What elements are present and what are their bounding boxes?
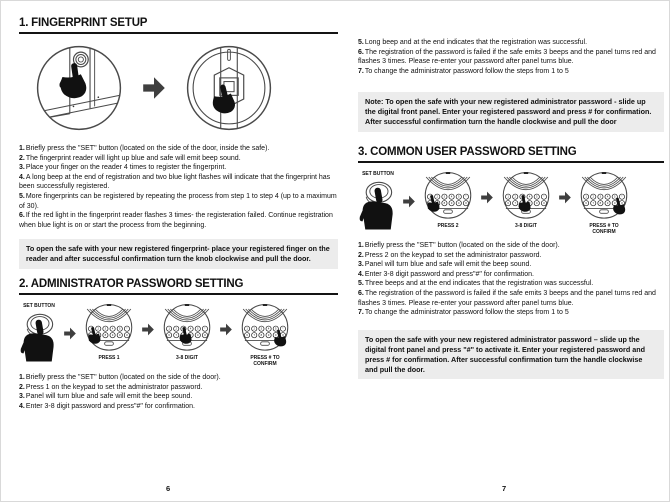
keypad-caption: 3-8 DIGIT: [515, 223, 537, 230]
svg-text:2: 2: [592, 195, 594, 199]
section1-steps: [19, 144, 338, 230]
svg-text:0: 0: [197, 334, 199, 338]
keypad-figure: [576, 169, 632, 235]
step: 5.Three beeps and at the end indicates that the registration was successful.: [358, 280, 594, 288]
svg-text:#: #: [621, 202, 623, 206]
keypad-icon: [576, 169, 632, 220]
step: 5.More fingerprints can be registered by repeating the process from step 1 to step 4 (up to a maximum of 30).: [19, 192, 337, 210]
fingerprint-setup-figure: [33, 42, 338, 134]
step: 1.Briefly press the "SET" button (located on the side of the door).: [19, 374, 221, 382]
keypad-figure: [498, 169, 554, 229]
arrow-right-icon: [481, 191, 493, 204]
svg-text:#: #: [204, 334, 206, 338]
pressing-hand-icon: [613, 198, 625, 215]
svg-text:5: 5: [197, 327, 199, 331]
svg-text:3: 3: [104, 327, 107, 331]
svg-text:*: *: [282, 327, 284, 331]
svg-text:2: 2: [436, 195, 438, 199]
svg-text:4: 4: [267, 327, 270, 331]
step: 4.A long beep at the end of registration and two blue light flashes will indicate that the fingerprint has been successfully registered.: [19, 173, 331, 191]
admin-open-note: Note: To open the safe with your new registered administrator password - slide up the digital front panel. Enter your registered password and press # for confirmation. After successful confirmation turn the handle clockwise and pull the door: [358, 92, 664, 132]
svg-text:4: 4: [111, 327, 114, 331]
arrow-right-icon: [220, 323, 232, 336]
svg-text:#: #: [282, 334, 284, 338]
admin-password-figure: [19, 301, 338, 367]
keypad-figure: [420, 169, 476, 229]
step: 6.If the red light in the fingerprint reader flashes 3 times- the registeration failed. Continue registration when blue light is on or start the process from the beginning.: [19, 212, 333, 229]
keypad-icon: [81, 301, 137, 352]
svg-text:1: 1: [90, 327, 92, 331]
svg-text:5: 5: [275, 327, 277, 331]
common-user-password-figure: [358, 169, 664, 235]
svg-text:6: 6: [507, 202, 509, 206]
step: 2.The fingerprint reader will light up blue and safe will emit beep sound.: [19, 154, 241, 162]
svg-text:#: #: [126, 334, 128, 338]
svg-text:8: 8: [599, 202, 602, 206]
svg-text:0: 0: [614, 202, 616, 206]
arrow-right-icon: [403, 195, 415, 208]
svg-text:0: 0: [458, 202, 460, 206]
set-button-hand-icon: [19, 309, 59, 365]
svg-text:*: *: [204, 327, 206, 331]
svg-text:2: 2: [175, 327, 177, 331]
section2-rule: [19, 293, 338, 295]
svg-text:2: 2: [514, 195, 516, 199]
keypad-figure: [237, 301, 293, 367]
common-user-open-note: To open the safe with your new registered administrator password – slide up the digital front panel and press "#" to activate it. Enter your registered password and press # for confirmation. After successful confirmation turn the handle clockwise and pull the door.: [358, 330, 664, 380]
svg-text:0: 0: [536, 202, 538, 206]
svg-text:0: 0: [275, 334, 277, 338]
arrow-right-icon: [559, 191, 571, 204]
svg-text:8: 8: [260, 334, 263, 338]
svg-text:*: *: [465, 195, 467, 199]
svg-text:4: 4: [450, 195, 453, 199]
step: 4.Enter 3-8 digit password and press"#" for confirmation.: [358, 270, 535, 278]
step: 7.To change the administrator password follow the steps from 1 to 5: [358, 309, 569, 317]
svg-text:1: 1: [168, 327, 170, 331]
keypad-caption: PRESS 1: [98, 355, 120, 362]
keypad-figure: [81, 301, 137, 361]
keypad-icon: [420, 169, 476, 220]
keypad-icon: [159, 301, 215, 352]
svg-text:9: 9: [267, 334, 270, 338]
svg-text:2: 2: [253, 327, 255, 331]
step: 4.Enter 3-8 digit password and press"#" for confirmation.: [19, 402, 196, 410]
svg-text:7: 7: [592, 202, 594, 206]
section2-steps: [19, 373, 338, 411]
set-button-hand-icon: [358, 177, 398, 233]
keypad-icon: [237, 301, 293, 352]
svg-text:2: 2: [97, 327, 99, 331]
step: 3.Place your finger on the reader 4 times to register the fingerprint.: [19, 164, 227, 172]
step: 2.Press 1 on the keypad to set the administrator password.: [19, 383, 203, 391]
pressing-hand-icon: [274, 330, 286, 347]
step: 1.Briefly press the "SET" button (located on the side of the door, inside the safe).: [19, 145, 270, 152]
step: 6.The registration of the password is failed if the safe emits 3 beeps and the panel turns red and flashes 3 times. Please re-enter your password after panel turns blue.: [358, 48, 656, 66]
section3-rule: [358, 161, 664, 163]
svg-text:#: #: [465, 202, 467, 206]
step: 3.Panel will turn blue and safe will emit the beep sound.: [358, 261, 532, 269]
page-number-left: 6: [166, 484, 171, 493]
svg-text:6: 6: [246, 334, 248, 338]
svg-text:4: 4: [189, 327, 192, 331]
keypad-caption: PRESS # TO CONFIRM: [589, 223, 619, 236]
svg-text:7: 7: [253, 334, 255, 338]
set-button-label: SET BUTTON: [23, 303, 55, 310]
svg-text:3: 3: [599, 195, 602, 199]
arrow-right-icon: [143, 76, 165, 100]
svg-text:4: 4: [528, 195, 531, 199]
section1-title: 1. FINGERPRINT SETUP: [19, 17, 148, 29]
step: 6.The registration of the password is failed if the safe emits 3 beeps and the panel turns red and flashes 3 times. Please re-enter your password after panel turns blue.: [358, 290, 656, 307]
svg-text:5: 5: [614, 195, 616, 199]
svg-text:5: 5: [119, 327, 121, 331]
svg-text:7: 7: [175, 334, 177, 338]
arrow-right-icon: [142, 323, 154, 336]
section1-rule: [19, 32, 338, 34]
pressing-hand-icon: [59, 63, 86, 98]
svg-text:3: 3: [260, 327, 263, 331]
step: 5.Long beep and at the end indicates that the registration was successful.: [358, 39, 588, 46]
set-button-figure: [19, 303, 59, 365]
svg-text:8: 8: [443, 202, 446, 206]
section2-continued-steps: [358, 38, 664, 76]
keypad-figure: [159, 301, 215, 361]
svg-text:*: *: [621, 195, 623, 199]
step: 3.Panel will turn blue and safe will emit the beep sound.: [19, 393, 193, 401]
svg-text:*: *: [126, 327, 128, 331]
finger-on-reader-illustration: [183, 42, 275, 134]
svg-text:3: 3: [443, 195, 446, 199]
svg-text:9: 9: [606, 202, 609, 206]
svg-text:6: 6: [585, 202, 587, 206]
svg-text:1: 1: [246, 327, 248, 331]
keypad-caption: PRESS 2: [437, 223, 459, 230]
svg-text:4: 4: [606, 195, 609, 199]
svg-text:5: 5: [458, 195, 460, 199]
step: 1.Briefly press the "SET" button (located on the side of the door).: [358, 242, 560, 250]
keypad-caption: PRESS # TO CONFIRM: [250, 355, 280, 368]
press-set-button-illustration: [33, 42, 125, 134]
svg-text:8: 8: [104, 334, 107, 338]
page-right: [358, 36, 664, 379]
svg-text:9: 9: [111, 334, 114, 338]
section3-steps: [358, 241, 664, 318]
pointing-hand-icon: [213, 84, 235, 113]
fingerprint-open-note: To open the safe with your new registered fingerprint- place your registered finger on the reader and after successful confirmation turn the knob clockwise and pull the door.: [19, 239, 338, 269]
keypad-icon: [498, 169, 554, 220]
svg-text:9: 9: [450, 202, 453, 206]
step: 7.To change the administrator password follow the steps from 1 to 5: [358, 67, 569, 75]
svg-text:5: 5: [536, 195, 538, 199]
svg-text:1: 1: [429, 195, 431, 199]
section2-title: 2. ADMINISTRATOR PASSWORD SETTING: [19, 278, 244, 291]
set-button-figure: [358, 171, 398, 233]
set-button-label: SET BUTTON: [362, 171, 394, 178]
arrow-right-icon: [64, 327, 76, 340]
svg-text:0: 0: [119, 334, 121, 338]
svg-text:#: #: [543, 202, 545, 206]
page-left: [19, 17, 338, 412]
section3-title: 3. COMMON USER PASSWORD SETTING: [358, 146, 577, 159]
svg-text:1: 1: [507, 195, 509, 199]
svg-text:1: 1: [585, 195, 587, 199]
svg-text:7: 7: [514, 202, 516, 206]
step: 2.Press 2 on the keypad to set the administrator password.: [358, 251, 542, 259]
svg-text:*: *: [543, 195, 545, 199]
svg-text:6: 6: [168, 334, 170, 338]
keypad-caption: 3-8 DIGIT: [176, 355, 198, 362]
page-number-right: 7: [502, 484, 507, 493]
